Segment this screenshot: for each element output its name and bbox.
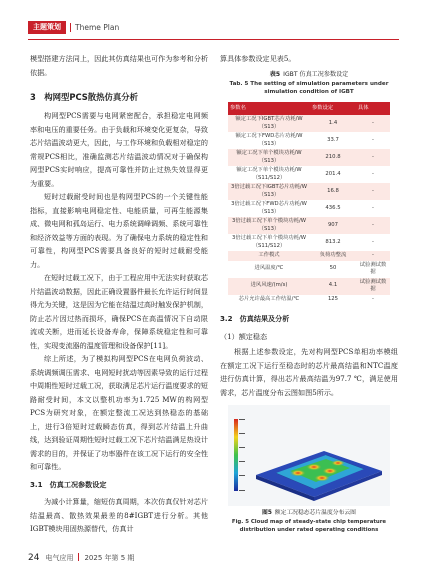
figure-caption [220,509,398,518]
table-cell: 907 [310,217,356,234]
table-cell: 工作模式 [228,251,310,261]
table-cell: 负荷功整流 [310,251,356,261]
table-cell: - [356,217,390,234]
table-cell: 芯片允许最高工作结温/℃ [228,295,310,305]
table-cell: 33.7 [310,132,356,149]
paragraph: 短时过载耐受时间也是构网型PCS的一个关键性能指标，直接影响电网稳定性、电能质量，可再生能源集成、微电网和孤岛运行、电力系统调峰调频、系统可靠性和经济效益等方面的表现。为了确保电力系统的稳定性和可靠性，构网型PCS需要具备良好的短时过载耐受能力。 [30,192,208,269]
table-cell: 201.4 [310,166,356,183]
header-title: Theme Plan [75,23,120,32]
table-cell: 额定工况下单个模块功耗/W（S11/S12） [228,166,310,183]
section-heading: 3 构网型PCS散热仿真分析 [30,92,139,102]
table-row [228,183,390,200]
table-caption [220,70,398,80]
table-cell: 436.5 [310,200,356,217]
figure-title: 额定工况稳态芯片温度分布云图 [274,510,356,516]
table-cell: 3倍过载工况下单个模块功耗/W（S11/S12） [228,234,310,251]
table-row [228,295,390,305]
table-row [228,115,390,132]
paragraph: 综上所述，为了模拟构网型PCS在电网负荷波动、系统调频调压需求、电网短时扰动等因素导致的运行过程中周期性短时过载工况，获取满足芯片运行温度要求的短路耐受时间，本文以整机功率为1.725 MW的构网型PCS为研究对象，在额定整流工况达到热稳态的基础上，进行3倍短时过载瞬态仿真，得到芯片结温上升曲线，达到验证周期性短时过载工况下芯片结温满足热设计需求的目的，并保证了功率器件在该工况下运行的安全性和可靠性。 [30,354,208,471]
footer-separator [78,553,79,561]
temperature-cloud-map [228,405,390,506]
paragraph: 为减小计算量，缩短仿真周期，本次仿真仅针对芯片结温最高、散热效果最差的8#IGBT进行分析。其他IGBT模块用固热源替代，仿真计 [30,497,208,533]
table-cell: 210.8 [310,149,356,166]
table-cell: - [356,251,390,261]
header-rule [28,39,399,40]
paragraph: 构网型PCS需要与电网紧密配合，承担稳定电网频率和电压的重要任务。由于负载和环境变化更复杂，导致芯片结温波动更大，因此，与工作环境和负载相对稳定的常规PCS相比，准确监测芯片结温波动情况对于确保构网型PCS实时响应，提高可靠性并防止过热失效显得更为重要。 [30,111,208,188]
page-number: 24 [28,553,40,563]
table-header-cell: 参数名 [228,102,310,116]
table-cell: 额定工况下FWD芯片功耗/W（S13） [228,132,310,149]
table-row [228,261,390,278]
table-cell: 3倍过载工况下单个模块功耗/W（S13） [228,217,310,234]
figure-label: 图5 [262,510,272,516]
section-badge: 主题策划 [28,21,66,34]
journal-name: 电气应用 [45,554,74,562]
paragraph: 在短时过载工况下，由于工程应用中无法实时获取芯片结温波动数据，因此正确设置器件最长允许运行时间显得尤为关键，这是因为它能在结温过高时触发保护机制，防止芯片因过热而损坏，确保PCS在高温情况下自动限流或关断，进而延长设备寿命，保障系统稳定性和可靠性，实现变流器的温度管理和设备保护[11]。 [30,273,208,350]
table-label: 表5 [269,70,281,78]
table-cell: - [356,166,390,183]
page-footer [28,553,134,563]
table-title: IGBT 仿真工况参数设定 [283,70,349,78]
table-row [228,200,390,217]
paragraph: 根据上述参数设定，先对构网型PCS单相功率模组在额定工况下运行至稳态时的芯片最高结温和NTC温度进行仿真计算，得出芯片最高结温为97.7 ℃，满足使用需求，芯片温度分布云图如图5所示。 [220,347,398,397]
subsection-heading: 3.1 仿真工况参数设定 [30,479,107,489]
paragraph: 模型搭建方法同上，因此其仿真结果也可作为参考和分析依据。 [30,54,208,77]
table-cell: 进风风速/(m/s) [228,278,310,295]
table-cell: 额定工况下IGBT芯片功耗/W（S13） [228,115,310,132]
table-row [228,149,390,166]
table-cell: - [356,149,390,166]
table-caption-en: Tab. 5 The setting of simulation parameters under simulation condition of IGBT [229,80,389,95]
table-cell: 3倍过载工况下IGBT芯片功耗/W（S13） [228,183,310,200]
table-cell: 1.4 [310,115,356,132]
table-cell: 3倍过载工况下FWD芯片功耗/W（S13） [228,200,310,217]
table-header-row [228,102,390,116]
table-cell: 50 [310,261,356,278]
table-cell: - [356,234,390,251]
table-cell: - [356,115,390,132]
table-cell: 125 [310,295,356,305]
table-cell: - [356,183,390,200]
table-cell: 813.2 [310,234,356,251]
table-row [228,166,390,183]
subsection-heading: 3.2 仿真结果及分析 [220,314,290,323]
table-header-cell: 参数设定 [310,102,356,116]
parameter-table [228,102,390,305]
paragraph: 算具体参数设定见表5。 [220,54,296,63]
figure-caption-en: Fig. 5 Cloud map of steady-state chip temperature distribution under rated operating conditions [231,519,387,533]
table-cell: - [356,200,390,217]
header-separator [70,23,71,32]
table-row [228,234,390,251]
table-cell: 试验测试数据 [356,261,390,278]
table-row [228,217,390,234]
left-column [30,52,208,536]
table-cell: - [356,295,390,305]
table-cell: 试验测试数据 [356,278,390,295]
page-header [0,0,427,40]
table-header-cell: 具体 [356,102,390,116]
table-row [228,132,390,149]
right-column [220,52,398,534]
table-cell: 4.1 [310,278,356,295]
table-cell: 额定工况下单个模块功耗/W（S13） [228,149,310,166]
table-cell: 进风温度/℃ [228,261,310,278]
table-cell: - [356,132,390,149]
table-cell: 16.8 [310,183,356,200]
table-row [228,251,390,261]
sub-subsection-heading: （1）额定稳态 [220,331,268,341]
issue-info: 2025 年第 5 期 [84,554,135,562]
temperature-cloud-map-image [228,405,390,506]
table-row [228,278,390,295]
